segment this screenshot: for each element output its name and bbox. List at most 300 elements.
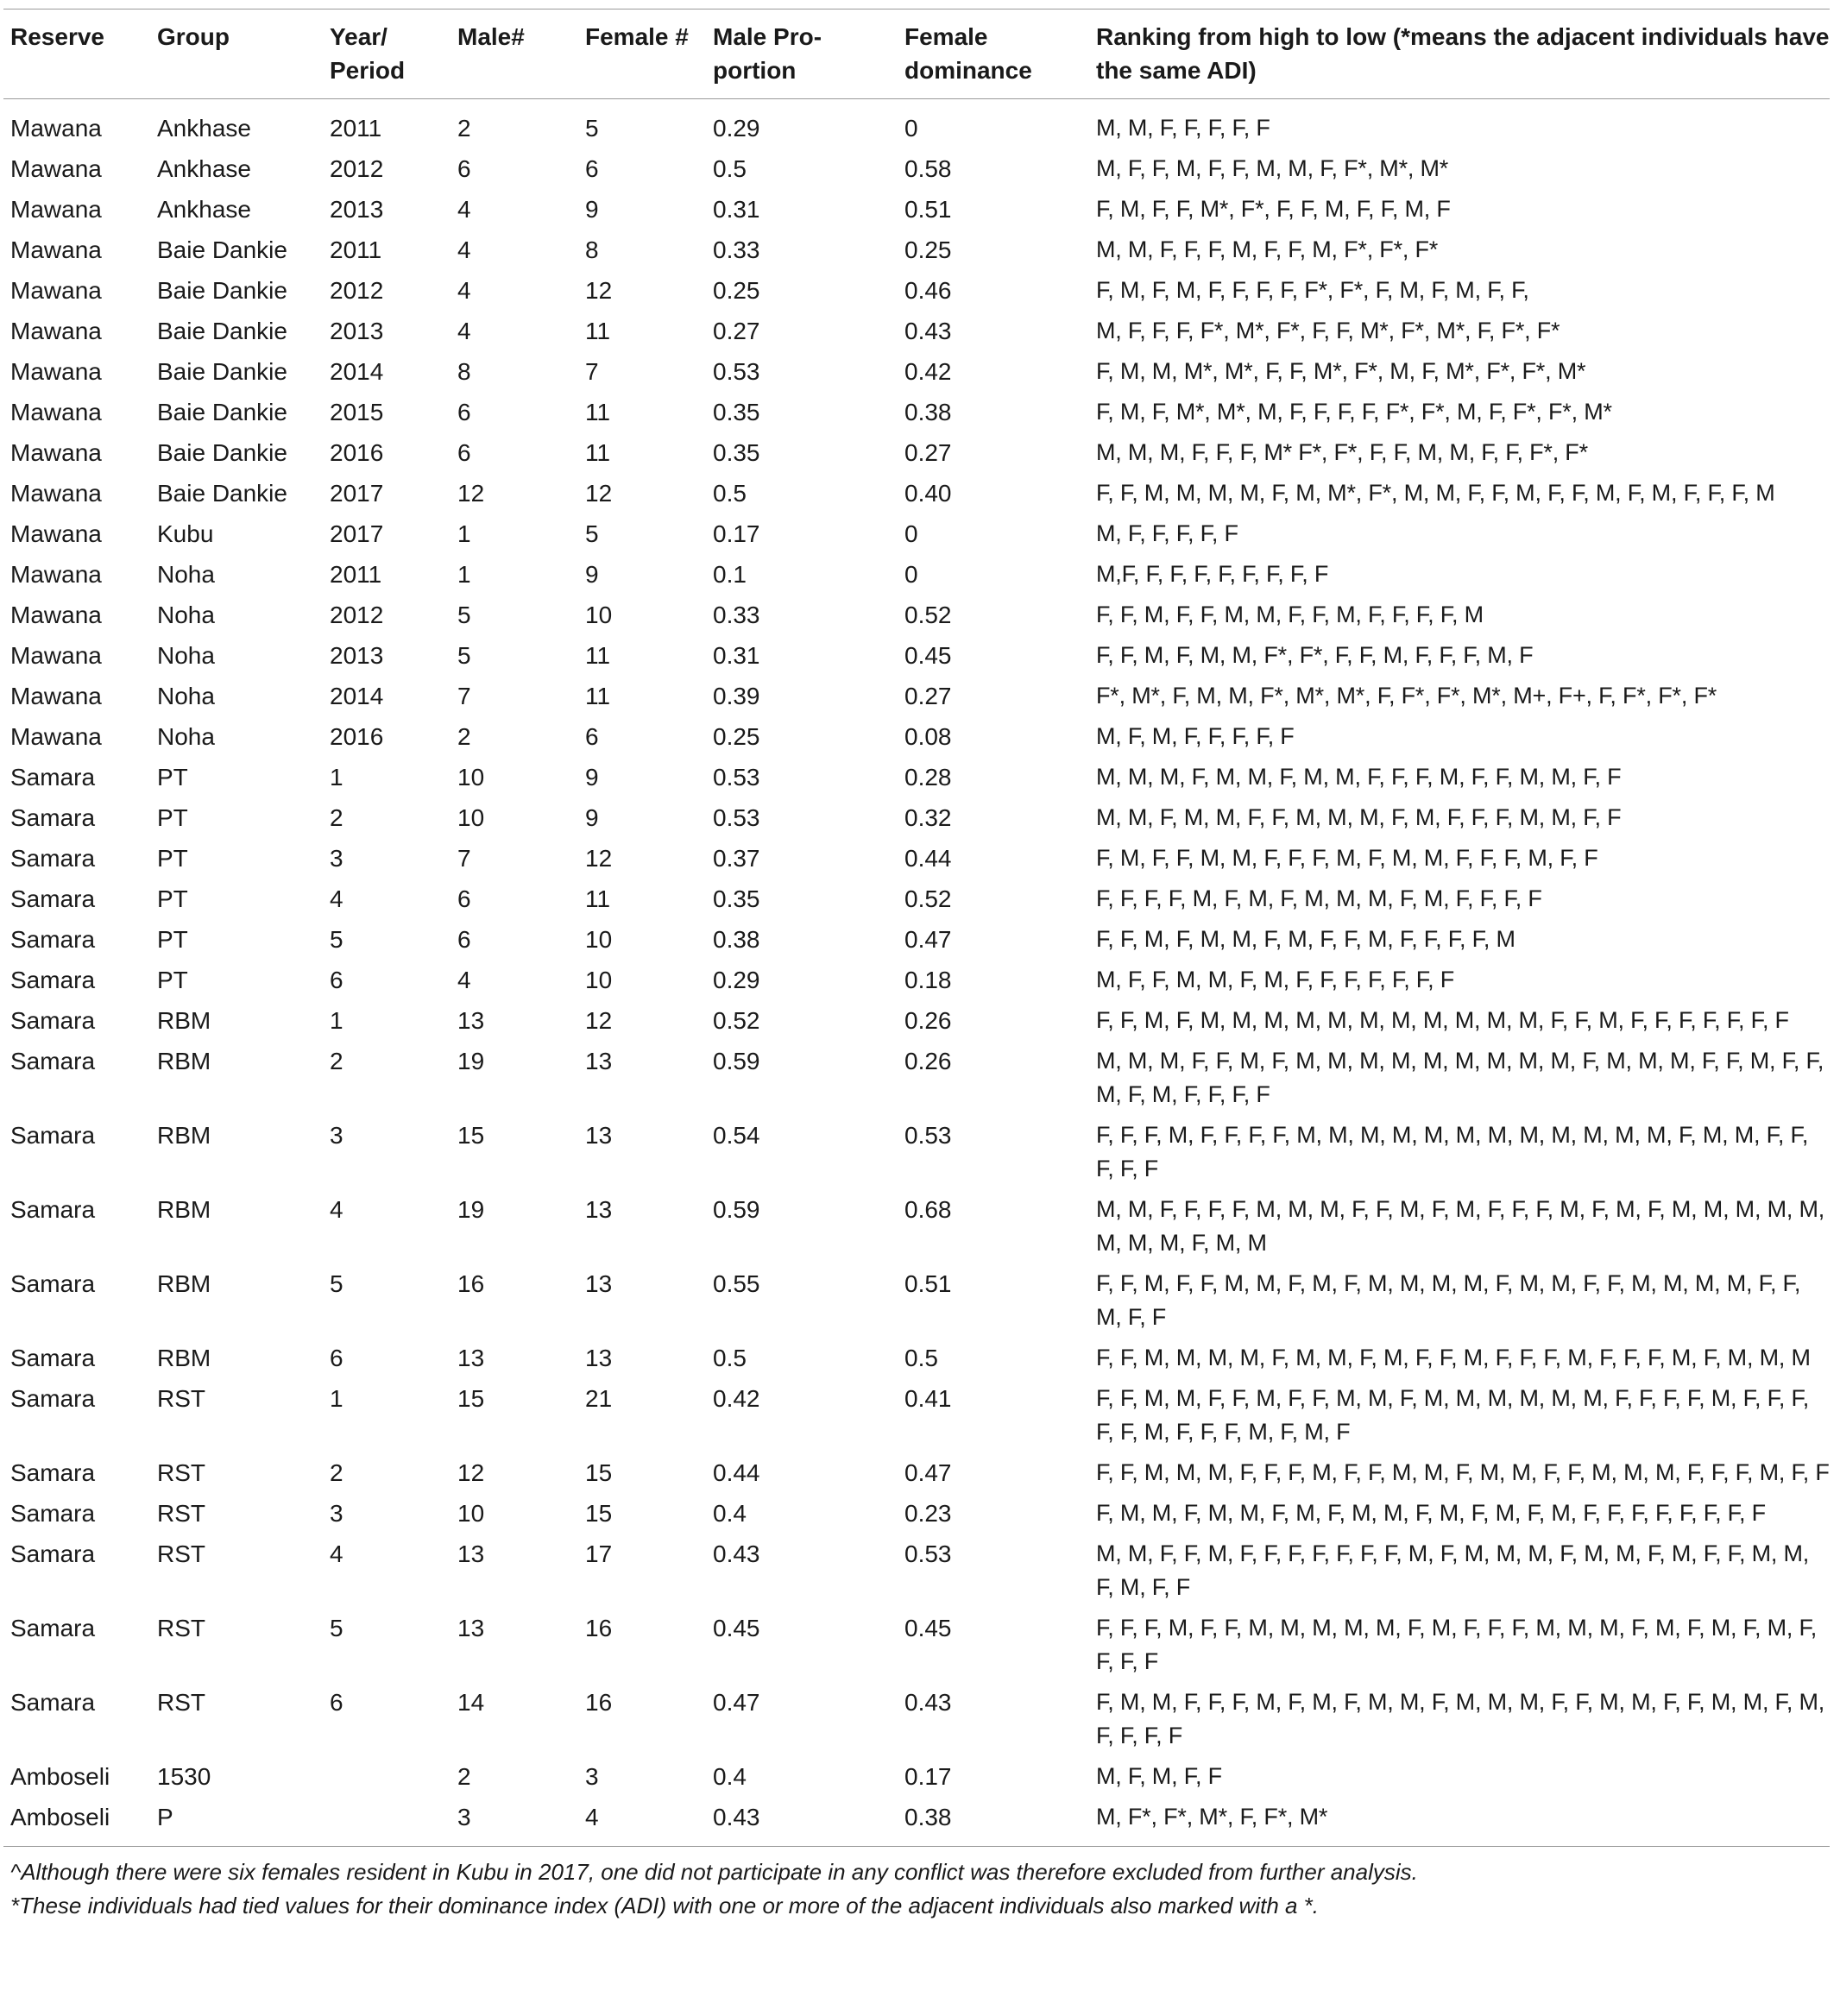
female-count-cell: 21 (585, 1385, 613, 1412)
female-count-cell: 9 (585, 764, 599, 791)
male-count-cell: 12 (457, 480, 485, 507)
group-cell: Baie Dankie (157, 277, 287, 304)
male-proportion-cell: 0.5 (713, 480, 747, 507)
ranking-cell: M, M, F, F, F, M, F, F, M, F*, F*, F* (1096, 236, 1439, 262)
ranking-cell: F, F, M, F, F, M, M, F, F, M, F, F, F, F, M (1096, 602, 1484, 627)
ranking-cell: M, F, F, F, F*, M*, F*, F, F, M*, F*, M*, F, F*, F* (1096, 318, 1560, 343)
table-row (3, 1493, 1830, 1534)
female-dominance-cell: 0.27 (904, 439, 952, 466)
table-row (3, 99, 1830, 149)
year-cell: 1 (330, 1385, 343, 1412)
group-cell: RST (157, 1689, 205, 1716)
year-cell: 2012 (330, 155, 384, 182)
reserve-cell: Mawana (10, 115, 102, 142)
female-dominance-cell: 0.32 (904, 804, 952, 831)
male-count-cell: 5 (457, 642, 471, 669)
year-cell: 2017 (330, 480, 384, 507)
male-count-cell: 6 (457, 885, 471, 912)
male-count-cell: 1 (457, 561, 471, 588)
header-female-count: Female # (578, 9, 706, 99)
male-count-cell: 10 (457, 764, 485, 791)
ranking-cell: F, F, M, F, M, M, M, M, M, M, M, M, M, M, M, F, F, M, F, F, F, F, F, F, F (1096, 1007, 1789, 1033)
female-count-cell: 13 (585, 1122, 613, 1149)
male-proportion-cell: 0.47 (713, 1689, 760, 1716)
male-proportion-cell: 0.52 (713, 1007, 760, 1034)
female-count-cell: 12 (585, 1007, 613, 1034)
year-cell: 2011 (330, 236, 382, 263)
year-cell: 2013 (330, 196, 384, 223)
male-count-cell: 8 (457, 358, 471, 385)
group-cell: PT (157, 804, 188, 831)
table-row (3, 919, 1830, 960)
male-count-cell: 2 (457, 1763, 471, 1790)
female-count-cell: 11 (585, 642, 611, 669)
ranking-cell: F, F, F, F, M, F, M, F, M, M, M, F, M, F, F, F, F (1096, 885, 1542, 911)
ranking-cell: F, M, F, F, M, M, F, F, F, M, F, M, M, F, F, F, M, F, F (1096, 845, 1598, 871)
group-cell: Baie Dankie (157, 358, 287, 385)
male-proportion-cell: 0.53 (713, 358, 760, 385)
ranking-cell: M, F, F, F, F, F (1096, 520, 1238, 546)
female-count-cell: 11 (585, 885, 611, 912)
header-male-proportion: Male Pro-portion (706, 9, 898, 99)
ranking-cell: F, M, F, M, F, F, F, F, F*, F*, F, M, F, M, F, F, (1096, 277, 1529, 303)
male-count-cell: 12 (457, 1459, 485, 1486)
header-female-dominance: Female dominance (898, 9, 1089, 99)
female-dominance-cell: 0 (904, 115, 918, 142)
male-count-cell: 1 (457, 520, 471, 547)
year-cell: 2012 (330, 277, 384, 304)
table-row (3, 960, 1830, 1000)
year-cell: 3 (330, 1122, 343, 1149)
female-dominance-cell: 0.25 (904, 236, 952, 263)
reserve-cell: Samara (10, 1196, 96, 1223)
table-row (3, 797, 1830, 838)
male-count-cell: 7 (457, 683, 471, 709)
reserve-cell: Samara (10, 1385, 96, 1412)
ranking-cell: M,F, F, F, F, F, F, F, F, F (1096, 561, 1329, 587)
group-cell: Baie Dankie (157, 399, 287, 425)
female-dominance-cell: 0 (904, 520, 918, 547)
year-cell: 2014 (330, 683, 384, 709)
year-cell: 1 (330, 1007, 343, 1034)
female-count-cell: 9 (585, 561, 599, 588)
male-proportion-cell: 0.44 (713, 1459, 760, 1486)
reserve-cell: Amboseli (10, 1804, 110, 1830)
female-count-cell: 11 (585, 318, 611, 344)
female-dominance-cell: 0.53 (904, 1122, 952, 1149)
year-cell: 2 (330, 804, 343, 831)
reserve-cell: Samara (10, 1500, 96, 1527)
group-cell: PT (157, 764, 188, 791)
male-proportion-cell: 0.31 (713, 196, 760, 223)
table-row (3, 1534, 1830, 1608)
table-row (3, 1338, 1830, 1378)
group-cell: Baie Dankie (157, 318, 287, 344)
group-cell: Baie Dankie (157, 480, 287, 507)
reserve-cell: Samara (10, 926, 96, 953)
year-cell: 6 (330, 1345, 343, 1371)
female-dominance-cell: 0.45 (904, 1615, 952, 1641)
table-row (3, 1756, 1830, 1797)
footnote-tied-adi: *These individuals had tied values for their dominance index (ADI) with one or more of the adjacent individuals also marked with a *. (10, 1893, 1320, 1918)
male-proportion-cell: 0.43 (713, 1804, 760, 1830)
male-proportion-cell: 0.39 (713, 683, 760, 709)
female-count-cell: 11 (585, 439, 611, 466)
reserve-cell: Mawana (10, 318, 102, 344)
ranking-cell: M, F*, F*, M*, F, F*, M* (1096, 1804, 1328, 1830)
reserve-cell: Samara (10, 804, 96, 831)
female-count-cell: 8 (585, 236, 599, 263)
male-count-cell: 2 (457, 723, 471, 750)
group-cell: RST (157, 1385, 205, 1412)
male-proportion-cell: 0.1 (713, 561, 747, 588)
female-count-cell: 9 (585, 804, 599, 831)
table-row (3, 473, 1830, 513)
female-dominance-cell: 0.28 (904, 764, 952, 791)
male-count-cell: 14 (457, 1689, 485, 1716)
group-cell: Noha (157, 561, 215, 588)
reserve-cell: Mawana (10, 520, 102, 547)
year-cell: 5 (330, 926, 343, 953)
female-dominance-cell: 0.58 (904, 155, 952, 182)
group-cell: Noha (157, 642, 215, 669)
female-count-cell: 11 (585, 683, 611, 709)
male-proportion-cell: 0.25 (713, 277, 760, 304)
group-cell: Ankhase (157, 115, 251, 142)
reserve-cell: Samara (10, 1270, 96, 1297)
table-row (3, 1263, 1830, 1338)
group-cell: P (157, 1804, 173, 1830)
female-count-cell: 15 (585, 1500, 613, 1527)
male-count-cell: 19 (457, 1196, 485, 1223)
reserve-cell: Amboseli (10, 1763, 110, 1790)
group-cell: Noha (157, 723, 215, 750)
male-proportion-cell: 0.35 (713, 885, 760, 912)
female-dominance-cell: 0.38 (904, 1804, 952, 1830)
year-cell: 3 (330, 845, 343, 872)
group-cell: RBM (157, 1270, 211, 1297)
table-row (3, 716, 1830, 757)
year-cell: 1 (330, 764, 343, 791)
year-cell: 2 (330, 1048, 343, 1074)
ranking-cell: M, M, M, F, F, M, F, M, M, M, M, M, M, M, M, M, F, M, M, M, F, F, M, F, F, M, F, M, F, F, F, F (1096, 1048, 1824, 1107)
year-cell (323, 1756, 451, 1797)
male-proportion-cell: 0.55 (713, 1270, 760, 1297)
male-proportion-cell: 0.59 (713, 1196, 760, 1223)
female-dominance-cell: 0.43 (904, 1689, 952, 1716)
reserve-cell: Mawana (10, 480, 102, 507)
table-row (3, 595, 1830, 635)
ranking-cell: F, M, F, F, M*, F*, F, F, M, F, F, M, F (1096, 196, 1451, 222)
male-count-cell: 6 (457, 439, 471, 466)
group-cell: 1530 (157, 1763, 211, 1790)
ranking-cell: M, M, M, F, F, F, M* F*, F*, F, F, M, M, F, F, F*, F* (1096, 439, 1588, 465)
female-count-cell: 6 (585, 155, 599, 182)
reserve-cell: Samara (10, 1048, 96, 1074)
female-dominance-cell: 0 (904, 561, 918, 588)
female-count-cell: 12 (585, 845, 613, 872)
male-proportion-cell: 0.37 (713, 845, 760, 872)
male-proportion-cell: 0.35 (713, 399, 760, 425)
reserve-cell: Samara (10, 1689, 96, 1716)
table-body (3, 99, 1830, 1847)
year-cell: 2016 (330, 723, 384, 750)
female-count-cell: 10 (585, 967, 613, 993)
male-proportion-cell: 0.53 (713, 764, 760, 791)
reserve-cell: Samara (10, 1459, 96, 1486)
female-count-cell: 12 (585, 277, 613, 304)
female-dominance-cell: 0.5 (904, 1345, 938, 1371)
table-row (3, 1452, 1830, 1493)
group-cell: Noha (157, 683, 215, 709)
male-count-cell: 4 (457, 318, 471, 344)
reserve-cell: Mawana (10, 358, 102, 385)
female-dominance-cell: 0.44 (904, 845, 952, 872)
reserve-cell: Samara (10, 1007, 96, 1034)
group-cell: RST (157, 1459, 205, 1486)
year-cell: 2011 (330, 561, 382, 588)
female-dominance-cell: 0.26 (904, 1007, 952, 1034)
male-proportion-cell: 0.4 (713, 1500, 747, 1527)
table-row (3, 513, 1830, 554)
female-dominance-cell: 0.40 (904, 480, 952, 507)
reserve-cell: Mawana (10, 439, 102, 466)
male-proportion-cell: 0.29 (713, 967, 760, 993)
group-cell: Baie Dankie (157, 439, 287, 466)
female-dominance-cell: 0.27 (904, 683, 952, 709)
reserve-cell: Mawana (10, 277, 102, 304)
group-cell: Baie Dankie (157, 236, 287, 263)
ranking-cell: M, F, M, F, F (1096, 1763, 1222, 1789)
female-dominance-cell: 0.68 (904, 1196, 952, 1223)
female-dominance-cell: 0.51 (904, 1270, 952, 1297)
female-dominance-cell: 0.45 (904, 642, 952, 669)
ranking-cell: F, M, M, F, M, M, F, M, F, M, M, F, M, F, M, F, M, F, F, F, F, F, F, F, F (1096, 1500, 1766, 1526)
male-proportion-cell: 0.38 (713, 926, 760, 953)
group-cell: RBM (157, 1196, 211, 1223)
table-row (3, 1041, 1830, 1115)
female-count-cell: 4 (585, 1804, 599, 1830)
table-row (3, 311, 1830, 351)
female-count-cell: 10 (585, 926, 613, 953)
year-cell: 4 (330, 885, 343, 912)
female-dominance-cell: 0.43 (904, 318, 952, 344)
group-cell: Ankhase (157, 155, 251, 182)
table-row (3, 1608, 1830, 1682)
female-dominance-cell: 0.08 (904, 723, 952, 750)
table-row (3, 392, 1830, 432)
group-cell: Kubu (157, 520, 214, 547)
year-cell: 6 (330, 967, 343, 993)
ranking-cell: M, F, F, M, M, F, M, F, F, F, F, F, F, F (1096, 967, 1454, 992)
female-count-cell: 13 (585, 1196, 613, 1223)
year-cell: 6 (330, 1689, 343, 1716)
male-count-cell: 13 (457, 1007, 485, 1034)
header-group: Group (150, 9, 323, 99)
male-proportion-cell: 0.4 (713, 1763, 747, 1790)
reserve-cell: Mawana (10, 683, 102, 709)
female-count-cell: 12 (585, 480, 613, 507)
male-proportion-cell: 0.43 (713, 1540, 760, 1567)
ranking-cell: F, M, F, M*, M*, M, F, F, F, F, F*, F*, M, F, F*, F*, M* (1096, 399, 1612, 425)
ranking-cell: F, F, F, M, F, F, F, F, M, M, M, M, M, M, M, M, M, M, M, M, F, M, M, F, F, F, F, F (1096, 1122, 1809, 1181)
header-reserve: Reserve (3, 9, 150, 99)
male-proportion-cell: 0.42 (713, 1385, 760, 1412)
male-count-cell: 13 (457, 1540, 485, 1567)
ranking-cell: F, F, M, F, M, M, F, M, F, F, M, F, F, F, F, M (1096, 926, 1515, 952)
year-cell: 2013 (330, 642, 384, 669)
ranking-cell: M, F, F, M, F, F, M, M, F, F*, M*, M* (1096, 155, 1449, 181)
ranking-cell: F, F, M, M, M, M, F, M, M*, F*, M, M, F, F, M, F, F, M, F, M, F, F, F, M (1096, 480, 1775, 506)
table-row (3, 1378, 1830, 1452)
male-count-cell: 5 (457, 602, 471, 628)
female-dominance-cell: 0.17 (904, 1763, 952, 1790)
male-proportion-cell: 0.25 (713, 723, 760, 750)
male-proportion-cell: 0.17 (713, 520, 760, 547)
header-male-count: Male# (451, 9, 578, 99)
female-dominance-cell: 0.52 (904, 885, 952, 912)
table-row (3, 554, 1830, 595)
female-count-cell: 13 (585, 1048, 613, 1074)
female-dominance-cell: 0.47 (904, 926, 952, 953)
reserve-cell: Samara (10, 845, 96, 872)
ranking-cell: F*, M*, F, M, M, F*, M*, M*, F, F*, F*, M*, M+, F+, F, F*, F*, F* (1096, 683, 1717, 709)
year-cell: 2013 (330, 318, 384, 344)
male-count-cell: 7 (457, 845, 471, 872)
reserve-cell: Mawana (10, 155, 102, 182)
female-count-cell: 16 (585, 1615, 613, 1641)
year-cell: 2017 (330, 520, 384, 547)
male-count-cell: 6 (457, 399, 471, 425)
table-row (3, 351, 1830, 392)
female-count-cell: 16 (585, 1689, 613, 1716)
reserve-cell: Samara (10, 1122, 96, 1149)
table-row (3, 1682, 1830, 1756)
data-table (3, 9, 1830, 1846)
table-row (3, 432, 1830, 473)
ranking-cell: F, M, M, F, F, F, M, F, M, F, M, M, F, M, M, M, F, F, M, M, F, F, M, M, F, M, F, F, F, F (1096, 1689, 1825, 1748)
male-count-cell: 4 (457, 196, 471, 223)
female-dominance-cell: 0.53 (904, 1540, 952, 1567)
ranking-cell: F, F, M, F, M, M, F*, F*, F, F, M, F, F, F, M, F (1096, 642, 1534, 668)
female-count-cell: 9 (585, 196, 599, 223)
year-cell (323, 1797, 451, 1846)
ranking-cell: M, M, F, M, M, F, F, M, M, M, F, M, F, F, F, M, M, F, F (1096, 804, 1622, 830)
female-count-cell: 7 (585, 358, 599, 385)
female-dominance-cell: 0.26 (904, 1048, 952, 1074)
reserve-cell: Samara (10, 967, 96, 993)
group-cell: RST (157, 1615, 205, 1641)
female-count-cell: 10 (585, 602, 613, 628)
male-count-cell: 10 (457, 804, 485, 831)
male-proportion-cell: 0.27 (713, 318, 760, 344)
table-row (3, 1797, 1830, 1846)
reserve-cell: Mawana (10, 642, 102, 669)
ranking-cell: M, F, M, F, F, F, F, F (1096, 723, 1295, 749)
group-cell: RST (157, 1540, 205, 1567)
group-cell: PT (157, 926, 188, 953)
table-row (3, 1115, 1830, 1189)
male-count-cell: 6 (457, 926, 471, 953)
female-dominance-cell: 0.38 (904, 399, 952, 425)
male-proportion-cell: 0.54 (713, 1122, 760, 1149)
year-cell: 4 (330, 1540, 343, 1567)
table-row (3, 148, 1830, 189)
reserve-cell: Mawana (10, 602, 102, 628)
ranking-cell: M, M, M, F, M, M, F, M, M, F, F, F, M, F, F, M, M, F, F (1096, 764, 1622, 790)
table-row (3, 1189, 1830, 1263)
table-row (3, 635, 1830, 676)
male-count-cell: 2 (457, 115, 471, 142)
reserve-cell: Samara (10, 1540, 96, 1567)
female-count-cell: 15 (585, 1459, 613, 1486)
reserve-cell: Samara (10, 885, 96, 912)
female-dominance-cell: 0.41 (904, 1385, 952, 1412)
female-count-cell: 17 (585, 1540, 613, 1567)
ranking-cell: F, F, M, M, F, F, M, F, F, M, M, F, M, M, M, M, M, M, F, F, F, F, M, F, F, F, F, F, M, F, F, F, M, F, M, F (1096, 1385, 1810, 1445)
male-count-cell: 4 (457, 277, 471, 304)
reserve-cell: Mawana (10, 196, 102, 223)
ranking-cell: F, F, M, M, M, M, F, M, M, F, M, F, F, M, F, F, F, M, F, F, F, M, F, M, M, M (1096, 1345, 1811, 1370)
year-cell: 4 (330, 1196, 343, 1223)
male-proportion-cell: 0.53 (713, 804, 760, 831)
ranking-cell: F, M, M, M*, M*, F, F, M*, F*, M, F, M*, F*, F*, M* (1096, 358, 1586, 384)
group-cell: PT (157, 845, 188, 872)
header-row (3, 9, 1830, 99)
year-cell: 2016 (330, 439, 384, 466)
male-proportion-cell: 0.31 (713, 642, 760, 669)
ranking-cell: M, M, F, F, M, F, F, F, F, F, F, F, M, F, M, M, M, F, M, M, F, M, F, F, M, M, F, M, F, F (1096, 1540, 1810, 1600)
ranking-cell: M, M, F, F, F, F, F (1096, 115, 1270, 141)
male-count-cell: 6 (457, 155, 471, 182)
female-count-cell: 3 (585, 1763, 599, 1790)
group-cell: RBM (157, 1345, 211, 1371)
reserve-cell: Mawana (10, 561, 102, 588)
reserve-cell: Samara (10, 1615, 96, 1641)
ranking-cell: M, M, F, F, F, F, M, M, M, F, F, M, F, M, F, F, F, M, F, M, F, M, M, M, M, M, M, M, M, F, M, M (1096, 1196, 1825, 1256)
ranking-cell: F, F, M, F, F, M, M, F, M, F, M, M, M, M, F, M, M, F, F, M, M, M, M, F, F, M, F, F (1096, 1270, 1801, 1330)
year-cell: 2011 (330, 115, 382, 142)
female-count-cell: 13 (585, 1270, 613, 1297)
table-row (3, 879, 1830, 919)
group-cell: RBM (157, 1007, 211, 1034)
footnotes (3, 1846, 1830, 1923)
group-cell: Noha (157, 602, 215, 628)
table-row (3, 189, 1830, 230)
ranking-cell: F, F, M, M, M, F, F, F, M, F, F, M, M, F, M, M, F, F, M, M, M, F, F, F, M, F, F (1096, 1459, 1830, 1485)
female-dominance-cell: 0.47 (904, 1459, 952, 1486)
table-row (3, 230, 1830, 270)
table-row (3, 757, 1830, 797)
female-count-cell: 13 (585, 1345, 613, 1371)
header-ranking: Ranking from high to low (*means the adjacent individuals have the same ADI) (1089, 9, 1830, 99)
table-row (3, 1000, 1830, 1041)
female-dominance-cell: 0.42 (904, 358, 952, 385)
year-cell: 5 (330, 1615, 343, 1641)
female-dominance-cell: 0.23 (904, 1500, 952, 1527)
ranking-cell: F, F, F, M, F, F, M, M, M, M, M, F, M, F, F, F, M, M, M, F, M, F, M, F, M, F, F, F, F (1096, 1615, 1818, 1674)
male-proportion-cell: 0.29 (713, 115, 760, 142)
year-cell: 3 (330, 1500, 343, 1527)
male-proportion-cell: 0.33 (713, 602, 760, 628)
male-proportion-cell: 0.35 (713, 439, 760, 466)
male-count-cell: 4 (457, 967, 471, 993)
male-count-cell: 13 (457, 1345, 485, 1371)
male-count-cell: 13 (457, 1615, 485, 1641)
female-count-cell: 5 (585, 115, 599, 142)
group-cell: PT (157, 885, 188, 912)
reserve-cell: Mawana (10, 723, 102, 750)
